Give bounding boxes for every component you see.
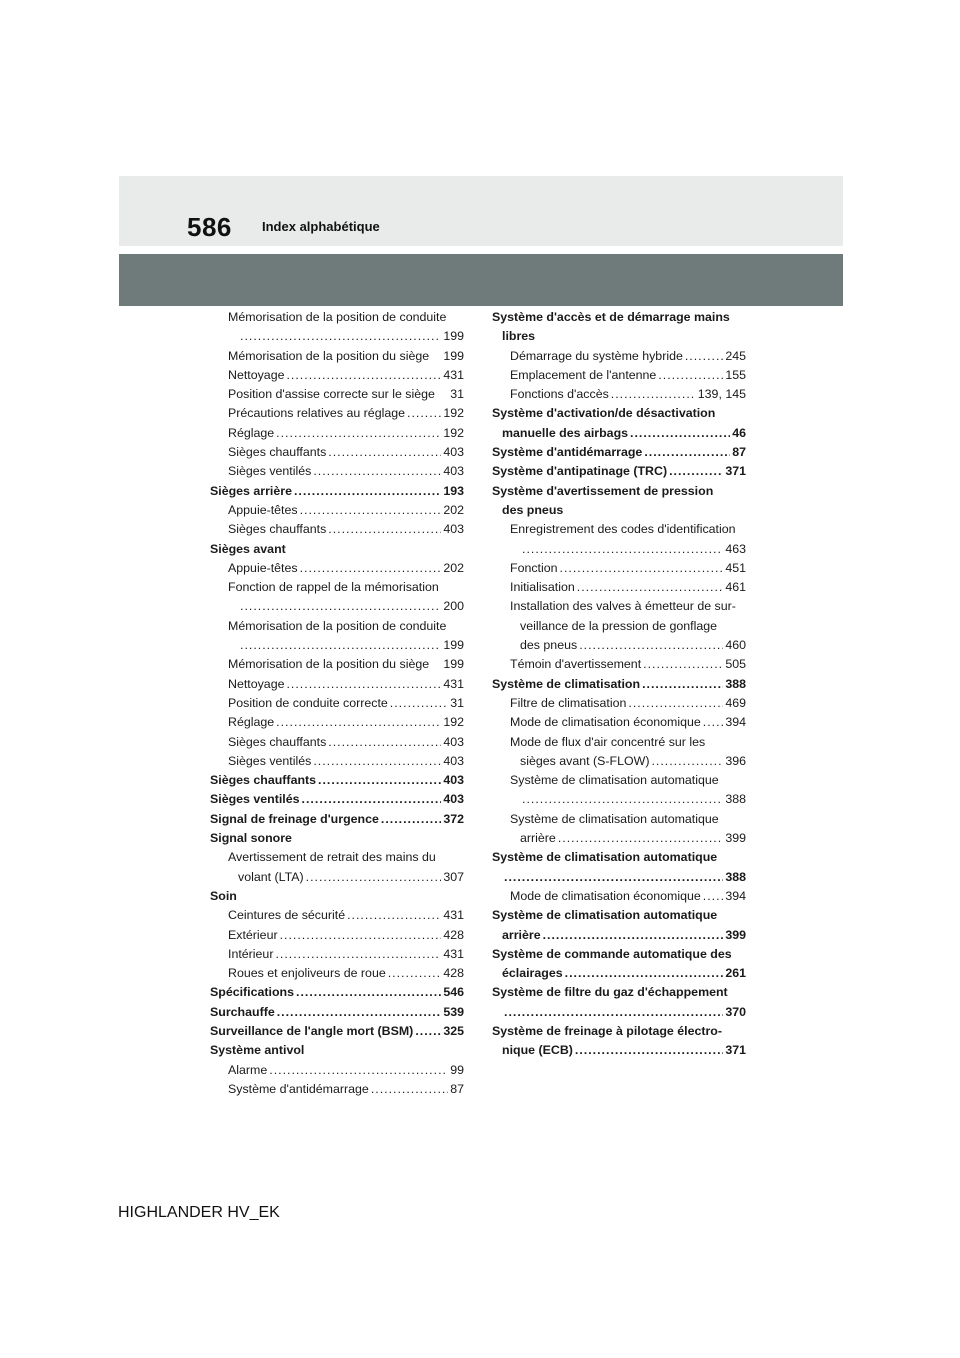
index-entry-page: 403	[443, 792, 464, 807]
dot-leader	[277, 1003, 442, 1022]
index-entry	[210, 617, 464, 636]
index-entry	[492, 501, 746, 520]
index-entry	[492, 926, 746, 945]
index-entry-text: Mémorisation de la position de conduite	[228, 310, 447, 324]
index-entry	[492, 945, 746, 964]
dot-leader	[276, 713, 441, 732]
dot-leader	[296, 983, 441, 1002]
index-entry	[210, 482, 464, 501]
index-entry-text: Nettoyage	[228, 367, 285, 382]
index-entry-page: 200	[443, 599, 464, 614]
section-title: Index alphabétique	[262, 219, 380, 234]
index-entry	[210, 636, 464, 655]
dot-leader	[579, 636, 723, 655]
index-entry	[210, 424, 464, 443]
index-entry	[492, 366, 746, 385]
index-entry	[210, 540, 464, 559]
index-entry	[210, 597, 464, 616]
index-entry-text: Sièges avant	[210, 541, 286, 556]
index-entry-text: Système de climatisation automatique	[492, 908, 718, 923]
index-entry-text: Intérieur	[228, 946, 274, 961]
dot-leader	[294, 482, 441, 501]
index-entry	[492, 675, 746, 694]
index-entry-text: Réglage	[228, 425, 275, 440]
index-entry-page: 461	[725, 580, 746, 595]
index-entry-page: 199	[443, 348, 464, 363]
index-entry	[492, 308, 746, 327]
dot-leader	[558, 829, 724, 848]
index-entry	[492, 578, 746, 597]
dot-leader	[313, 462, 441, 481]
index-entry-page: 31	[450, 695, 464, 710]
index-entry-text: Système de climatisation automatique	[510, 811, 719, 826]
index-entry-text: Système d'accès et de démarrage mains	[492, 310, 730, 324]
index-entry-text: Sièges chauffants	[228, 734, 327, 749]
index-entry-page: 202	[443, 560, 464, 575]
index-entry	[492, 540, 746, 559]
index-entry	[210, 347, 464, 366]
index-entry-text: Sièges chauffants	[228, 445, 327, 460]
index-entry	[210, 810, 464, 829]
index-entry	[492, 848, 746, 867]
index-entry	[492, 424, 746, 443]
index-entry	[210, 385, 464, 404]
index-entry	[492, 655, 746, 674]
index-entry	[210, 829, 464, 848]
dot-leader	[276, 424, 441, 443]
index-entry-text: Système d'antidémarrage	[492, 445, 643, 460]
index-entry-text: Sièges arrière	[210, 483, 292, 498]
index-entry-text: Nettoyage	[228, 676, 285, 691]
index-entry-page: 199	[443, 638, 464, 653]
index-entry-page: 463	[725, 541, 746, 556]
index-entry	[210, 926, 464, 945]
index-entry-text: Surveillance de l'angle mort (BSM)	[210, 1023, 414, 1038]
index-entry-text: Mode de flux d'air concentré sur les	[510, 734, 706, 749]
index-entry-text: Position de conduite correcte	[228, 695, 388, 710]
index-entry-page: 388	[725, 792, 746, 807]
index-entry-page: 539	[443, 1004, 464, 1019]
index-entry-text: Système d'activation/de désactivation	[492, 406, 716, 421]
index-column-right	[492, 308, 746, 1061]
index-entry	[210, 1061, 464, 1080]
index-entry-text: arrière	[520, 831, 556, 846]
index-entry-text: Filtre de climatisation	[510, 695, 627, 710]
index-entry	[210, 366, 464, 385]
index-entry-page: 403	[443, 522, 464, 537]
index-entry-text: Emplacement de l'antenne	[510, 367, 657, 382]
index-entry-text: Sièges ventilés	[228, 464, 312, 479]
index-entry	[210, 752, 464, 771]
index-entry	[210, 443, 464, 462]
index-entry	[210, 327, 464, 346]
index-entry	[492, 829, 746, 848]
index-entry	[492, 1041, 746, 1060]
index-entry	[492, 790, 746, 809]
dot-leader	[286, 675, 441, 694]
index-entry-page: 31	[450, 387, 464, 402]
index-entry-text: volant (LTA)	[238, 869, 304, 884]
index-entry-page: 403	[443, 445, 464, 460]
dot-leader	[347, 906, 441, 925]
dot-leader	[300, 501, 442, 520]
index-entry	[210, 1003, 464, 1022]
index-entry-text: arrière	[502, 927, 541, 942]
index-entry-page: 87	[732, 445, 746, 460]
index-entry-page: 388	[725, 676, 746, 691]
index-entry-page: 371	[725, 464, 746, 479]
index-entry-page: 428	[443, 927, 464, 942]
index-entry-text: Système d'avertissement de pression	[492, 483, 714, 498]
index-entry-text: Soin	[210, 888, 237, 903]
dot-leader	[415, 1022, 441, 1041]
index-entry-page: 192	[443, 425, 464, 440]
index-entry-text: Mode de climatisation économique	[510, 715, 701, 730]
dot-leader	[371, 1080, 448, 1099]
index-entry-text: Sièges ventilés	[228, 753, 312, 768]
dot-leader	[407, 404, 441, 423]
index-column-left	[210, 308, 464, 1099]
dot-leader	[669, 462, 723, 481]
index-entry	[492, 887, 746, 906]
index-entry	[210, 1080, 464, 1099]
dot-leader	[302, 790, 442, 809]
index-entry-text: sièges avant (S-FLOW)	[520, 753, 650, 768]
index-entry-text: Signal sonore	[210, 831, 292, 846]
index-entry-text: Sièges chauffants	[210, 773, 317, 788]
index-entry-text: Système d'antipatinage (TRC)	[492, 464, 668, 479]
index-entry	[492, 694, 746, 713]
index-entry-text: des pneus	[502, 502, 564, 517]
index-entry-text: Spécifications	[210, 985, 295, 1000]
dot-leader	[560, 559, 724, 578]
index-entry-page: 388	[725, 869, 746, 884]
index-entry-page: 403	[443, 773, 464, 788]
index-entry	[492, 771, 746, 790]
index-entry-page: 199	[443, 657, 464, 672]
index-entry-page: 193	[443, 483, 464, 498]
index-entry-page: 431	[443, 367, 464, 382]
index-entry	[492, 597, 746, 616]
index-entry-page: 394	[725, 715, 746, 730]
index-entry-text: Position d'assise correcte sur le siège	[228, 387, 435, 402]
dot-leader	[240, 636, 441, 655]
dot-leader	[240, 327, 441, 346]
index-entry	[210, 559, 464, 578]
dot-leader	[651, 752, 723, 771]
index-entry-page: 371	[725, 1043, 746, 1058]
page-number: 586	[187, 212, 232, 242]
dot-leader	[381, 810, 441, 829]
index-entry	[210, 308, 464, 327]
index-entry	[210, 655, 464, 674]
dot-leader	[504, 1003, 723, 1022]
index-entry-text: veillance de la pression de gonflage	[520, 618, 718, 633]
index-entry-text: des pneus	[520, 638, 578, 653]
dot-leader	[565, 964, 724, 983]
index-entry-page: 460	[725, 638, 746, 653]
index-entry	[210, 945, 464, 964]
index-entry-text: Fonction	[510, 560, 558, 575]
index-entry-page: 199	[443, 329, 464, 344]
index-entry-page: 403	[443, 464, 464, 479]
index-entry-text: Enregistrement des codes d'identification	[510, 522, 736, 537]
dot-leader	[685, 347, 723, 366]
dot-leader	[575, 1041, 723, 1060]
index-entry-text: Signal de freinage d'urgence	[210, 811, 379, 826]
index-entry	[492, 868, 746, 887]
dot-leader	[522, 540, 723, 559]
index-entry	[492, 462, 746, 481]
dot-leader	[630, 424, 730, 443]
index-entry-text: Système de climatisation automatique	[510, 773, 719, 788]
index-entry-page: 431	[443, 908, 464, 923]
header-dark-band	[119, 254, 843, 306]
index-entry-page: 469	[725, 695, 746, 710]
dot-leader	[313, 752, 441, 771]
dot-leader	[577, 578, 724, 597]
index-entry	[492, 810, 746, 829]
dot-leader	[642, 675, 723, 694]
index-entry-page: 403	[443, 753, 464, 768]
index-entry-text: Fonctions d'accès	[510, 387, 609, 402]
dot-leader	[300, 559, 442, 578]
index-entry	[210, 733, 464, 752]
index-entry-page: 505	[725, 657, 746, 672]
dot-leader	[269, 1061, 448, 1080]
index-entry-page: 431	[443, 676, 464, 691]
index-entry-page: 403	[443, 734, 464, 749]
dot-leader	[280, 926, 442, 945]
index-entry-text: Système d'antidémarrage	[228, 1081, 369, 1096]
index-entry-text: Alarme	[228, 1062, 268, 1077]
dot-leader	[275, 945, 441, 964]
index-entry-page: 192	[443, 715, 464, 730]
index-entry	[210, 983, 464, 1002]
index-entry-text: Précautions relatives au réglage	[228, 406, 406, 421]
dot-leader	[643, 655, 723, 674]
index-entry	[210, 771, 464, 790]
index-entry	[210, 848, 464, 867]
index-entry-page: 192	[443, 406, 464, 421]
dot-leader	[318, 771, 441, 790]
index-entry-text: Fonction de rappel de la mémorisation	[228, 580, 439, 595]
index-entry-text: Système de filtre du gaz d'échappement	[492, 985, 728, 1000]
index-entry	[210, 790, 464, 809]
index-entry-text: Installation des valves à émetteur de sur-	[510, 599, 736, 614]
index-entry-page: 139, 145	[697, 387, 746, 402]
index-entry-page: 307	[443, 869, 464, 884]
index-entry-page: 396	[725, 753, 746, 768]
index-entry-text: Ceintures de sécurité	[228, 908, 346, 923]
index-entry-text: Mode de climatisation économique	[510, 888, 701, 903]
dot-leader	[611, 385, 696, 404]
index-entry-page: 87	[450, 1081, 464, 1096]
index-entry	[492, 964, 746, 983]
index-entry-text: manuelle des airbags	[502, 425, 629, 440]
dot-leader	[328, 520, 441, 539]
index-entry-page: 399	[725, 831, 746, 846]
index-entry-page: 372	[443, 811, 464, 826]
dot-leader	[328, 733, 441, 752]
index-entry-text: libres	[502, 329, 536, 344]
index-entry-text: éclairages	[502, 966, 563, 981]
dot-leader	[703, 887, 724, 906]
index-entry-text: Système de commande automatique des	[492, 946, 732, 961]
dot-leader	[644, 443, 730, 462]
index-entry	[210, 578, 464, 597]
index-entry	[210, 675, 464, 694]
index-entry	[492, 906, 746, 925]
index-entry	[210, 964, 464, 983]
dot-leader	[522, 790, 723, 809]
index-entry	[492, 733, 746, 752]
index-entry-page: 202	[443, 502, 464, 517]
index-entry	[492, 404, 746, 423]
index-entry-text: Sièges ventilés	[210, 792, 300, 807]
footer-model: HIGHLANDER HV_EK	[118, 1204, 280, 1221]
index-entry	[492, 559, 746, 578]
index-entry	[210, 462, 464, 481]
index-entry	[210, 713, 464, 732]
index-entry-page: 431	[443, 946, 464, 961]
index-entry-text: Surchauffe	[210, 1004, 275, 1019]
index-entry-text: Système de climatisation automatique	[492, 850, 718, 865]
index-entry-text: Réglage	[228, 715, 275, 730]
dot-leader	[504, 868, 723, 887]
index-entry-page: 245	[725, 348, 746, 363]
index-entry-text: Appuie-têtes	[228, 502, 298, 517]
index-entry-page: 394	[725, 888, 746, 903]
index-entry	[210, 1022, 464, 1041]
index-entry-text: Témoin d'avertissement	[510, 657, 642, 672]
index-entry	[492, 1022, 746, 1041]
index-entry-text: Roues et enjoliveurs de roue	[228, 966, 386, 981]
index-entry	[492, 983, 746, 1002]
dot-leader	[543, 926, 724, 945]
index-entry	[210, 694, 464, 713]
index-entry-page: 370	[725, 1004, 746, 1019]
index-entry	[492, 482, 746, 501]
index-entry-page: 99	[450, 1062, 464, 1077]
index-entry	[492, 617, 746, 636]
index-entry-text: Système de climatisation	[492, 676, 641, 691]
index-entry-page: 546	[443, 985, 464, 1000]
index-entry-text: Système antivol	[210, 1043, 305, 1058]
index-entry	[210, 1041, 464, 1060]
index-entry-text: Mémorisation de la position du siège	[228, 657, 430, 672]
index-entry-page: 261	[725, 966, 746, 981]
index-entry	[492, 1003, 746, 1022]
index-entry	[492, 520, 746, 539]
index-entry-text: Appuie-têtes	[228, 560, 298, 575]
index-entry	[210, 501, 464, 520]
dot-leader	[390, 694, 448, 713]
index-entry	[492, 752, 746, 771]
index-entry-text: Extérieur	[228, 927, 278, 942]
index-entry-page: 399	[725, 927, 746, 942]
dot-leader	[658, 366, 723, 385]
dot-leader	[328, 443, 441, 462]
index-entry	[210, 868, 464, 887]
index-entry-page: 155	[725, 367, 746, 382]
index-entry-page: 325	[443, 1023, 464, 1038]
index-entry	[492, 327, 746, 346]
index-entry	[492, 636, 746, 655]
index-entry	[492, 443, 746, 462]
index-entry-text: Système de freinage à pilotage électro-	[492, 1023, 722, 1038]
index-entry	[210, 520, 464, 539]
dot-leader	[388, 964, 442, 983]
index-entry-page: 428	[443, 966, 464, 981]
index-entry-text: Initialisation	[510, 580, 575, 595]
index-entry-text: Mémorisation de la position de conduite	[228, 618, 447, 633]
dot-leader	[703, 713, 724, 732]
index-entry-text: Mémorisation de la position du siège	[228, 348, 430, 363]
index-entry	[210, 887, 464, 906]
index-entry-page: 46	[732, 425, 746, 440]
dot-leader	[240, 597, 441, 616]
index-entry	[210, 906, 464, 925]
index-entry	[492, 713, 746, 732]
dot-leader	[628, 694, 723, 713]
index-entry	[492, 347, 746, 366]
index-entry-text: nique (ECB)	[502, 1043, 573, 1058]
index-entry-text: Sièges chauffants	[228, 522, 327, 537]
index-entry-text: Démarrage du système hybride	[510, 348, 683, 363]
dot-leader	[286, 366, 441, 385]
index-entry-text: Avertissement de retrait des mains du	[228, 850, 436, 865]
index-entry-page: 451	[725, 560, 746, 575]
index-entry	[210, 404, 464, 423]
index-entry	[492, 385, 746, 404]
dot-leader	[306, 868, 442, 887]
